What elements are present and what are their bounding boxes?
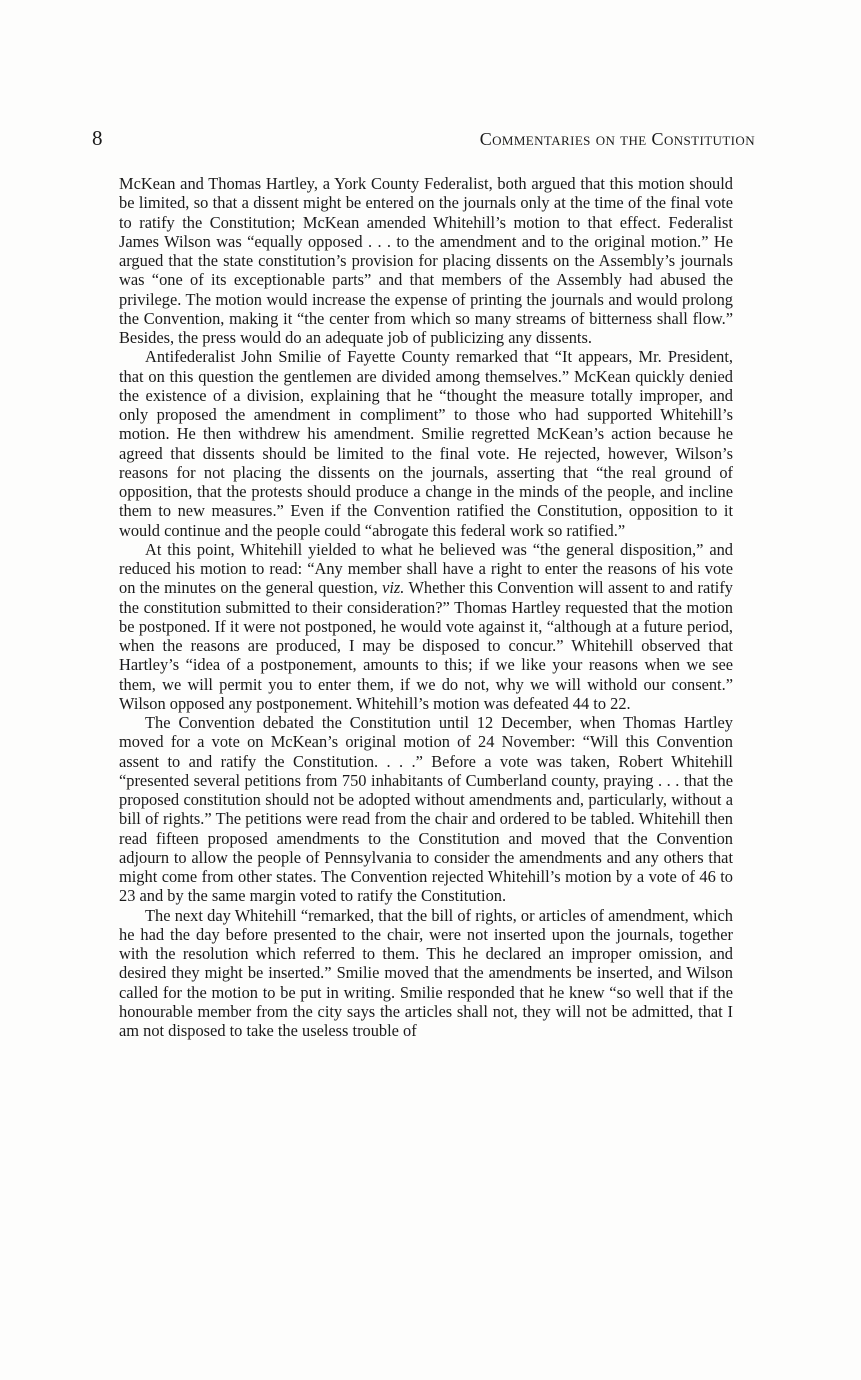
paragraph — [119, 540, 733, 713]
text-segment: McKean and Thomas Hartley, a York County Federalist, both argued that this motion should be limited, so that a dissent might be entered on the journals only at the time of the final vote to ratify the Constitution; McKean amended Whitehill’s motion to that effect. Federalist James Wilson was “equally opposed . . . to the amendment and to the original motion.” He argued that the state constitution’s provision for placing dissents on the Assembly’s journals was “one of its exceptionable parts” and that members of the Assembly had abused the privilege. The motion would increase the expense of printing the journals and would prolong the Convention, making it “the center from which so many streams of bitterness shall flow.” Besides, the press would do an adequate job of publicizing any dissents. — [119, 174, 733, 347]
page-number: 8 — [92, 126, 103, 150]
paragraph — [119, 906, 733, 1041]
text-segment: Antifederalist John Smilie of Fayette County remarked that “It appears, Mr. President, that on this question the gentlemen are divided among themselves.” McKean quickly denied the existence of a division, explaining that he “thought the measure totally improper, and only proposed the amendment in compliment” to those who had supported Whitehill’s motion. He then withdrew his amendment. Smilie regretted McKean’s action because he agreed that dissents should be limited to the final vote. He rejected, however, Wilson’s reasons for not placing the dissents on the journals, asserting that “the real ground of opposition, that the protests should produce a change in the minds of the people, and incline them to new measures.” Even if the Convention ratified the Constitution, opposition to it would continue and the people could “abrogate this federal work so ratified.” — [119, 347, 733, 540]
paragraph — [119, 347, 733, 540]
paragraph — [119, 713, 733, 906]
text-segment: The Convention debated the Constitution until 12 December, when Thomas Hartley moved for a vote on McKean’s original motion of 24 November: “Will this Convention assent to and ratify the Constitution. . . .” Before a vote was taken, Robert Whitehill “presented several petitions from 750 inhabitants of Cumberland county, praying . . . that the proposed constitution should not be adopted without amendments and, particularly, without a bill of rights.” The petitions were read from the chair and ordered to be tabled. Whitehill then read fifteen proposed amendments to the Constitution and moved that the Convention adjourn to allow the people of Pennsylvania to consider the amendments and any others that might come from other states. The Convention rejected Whitehill’s motion by a vote of 46 to 23 and by the same margin voted to ratify the Constitution. — [119, 713, 733, 906]
body-text — [119, 174, 733, 1040]
running-head: Commentaries on the Constitution — [479, 129, 755, 149]
text-segment: At this point, Whitehill yielded to what he believed was “the general disposition,” and reduced his motion to read: “Any member shall have a right to enter the reasons of his vote on the minutes on the general question, — [119, 539, 733, 598]
paragraph — [119, 174, 733, 347]
italic-text: viz. — [382, 578, 405, 598]
text-segment: Whether this Convention will assent to and ratify the constitution submitted to their consideration?” Thomas Hartley requested that the motion be postponed. If it were not postponed, he would vote against it, “although at a future period, when the reasons are produced, I may be disposed to concur.” Whitehill observed that Hartley’s “idea of a postponement, amounts to this; if we like your reasons when we see them, we will permit you to enter them, if we do not, why we will withold our consent.” Wilson opposed any postponement. Whitehill’s motion was defeated 44 to 22. — [119, 578, 733, 713]
text-segment: The next day Whitehill “remarked, that the bill of rights, or articles of amendment, which he had the day before presented to the chair, were not inserted upon the journals, together with the resolution which referred to them. This he declared an improper omission, and desired they might be inserted.” Smilie moved that the amendments be inserted, and Wilson called for the motion to be put in writing. Smilie responded that he knew “so well that if the honourable member from the city says the articles shall not, they will not be admitted, that I am not disposed to take the useless trouble of — [119, 905, 733, 1040]
